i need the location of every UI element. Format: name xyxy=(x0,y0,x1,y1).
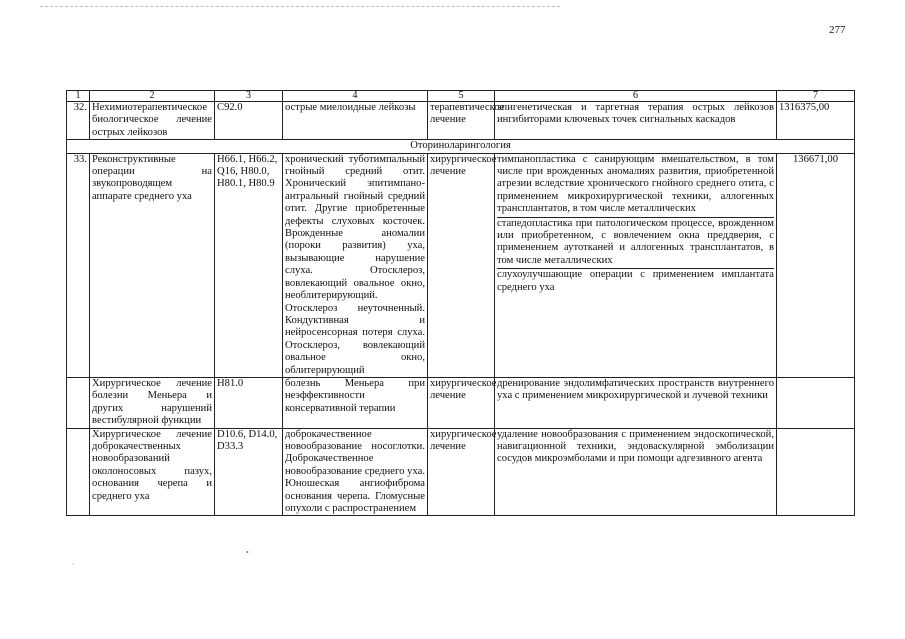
cost-empty xyxy=(777,428,855,516)
treatment-type: хирургическое лечение xyxy=(428,428,495,516)
treatment-method: удаление новообразования с применением эндоскопической, навигационной техники, эндоваскулярной эмболизации сосудов микроэмболами и при помощи адгезивного агента xyxy=(495,428,777,516)
table-row-32 xyxy=(67,102,855,140)
table-row-33c xyxy=(67,428,855,516)
care-type-name: Хирургическое лечение болезни Меньера и других нарушений вестибулярной функции xyxy=(90,377,215,428)
cost-empty xyxy=(777,377,855,428)
table-row-33b xyxy=(67,377,855,428)
scan-speck: · xyxy=(72,560,75,569)
cost-value: 1316375,00 xyxy=(777,102,855,140)
row-number-empty xyxy=(67,428,90,516)
row-number: 32. xyxy=(67,102,90,140)
treatment-type: хирургическое лечение xyxy=(428,377,495,428)
treatment-table xyxy=(66,90,855,516)
table-row-33 xyxy=(67,153,855,377)
patient-model: хронический туботимпальный гнойный средний отит. Хронический эпитимпано-антральный гнойный средний отит. Другие приобретенные дефекты слуховых косточек. Врожденные аномалии (пороки развития) уха, вызывающие нарушение слуха. Отосклероз, вовлекающий овальное окно, необлитерирующий. Отосклероз неуточненный. Кондуктивная и нейросенсорная потеря слуха. Отосклероз, вовлекающий овальное окно, облитерирующий xyxy=(283,153,428,377)
header-col-7: 7 xyxy=(777,91,855,102)
treatment-method: эпигенетическая и таргетная терапия острых лейкозов ингибиторами ключевых точек сигнальных каскадов xyxy=(495,102,777,140)
page-number: 277 xyxy=(829,24,846,36)
header-col-2: 2 xyxy=(90,91,215,102)
cost-value: 136671,00 xyxy=(777,153,855,377)
icd-codes: D10.6, D14.0, D33.3 xyxy=(215,428,283,516)
patient-model: доброкачественное новообразование носоглотки. Доброкачественное новообразование среднего уха. Юношеская ангиофиброма основания черепа. Гломусные опухоли с распространением xyxy=(283,428,428,516)
treatment-type: терапевтическое лечение xyxy=(428,102,495,140)
icd-codes: C92.0 xyxy=(215,102,283,140)
care-type-name: Нехимиотерапевтическое биологическое лечение острых лейкозов xyxy=(90,102,215,140)
section-title: Оториноларингология xyxy=(67,140,855,153)
treatment-method: стапедопластика при патологическом процессе, врожденном или приобретенном, с вовлечением окна преддверия, с применением аутотканей и аллогенных трансплантатов, в том числе металлических xyxy=(497,217,774,269)
row-number: 33. xyxy=(67,153,90,377)
header-row xyxy=(67,91,855,102)
care-type-name: Реконструктивные операции на звукопроводящем аппарате среднего уха xyxy=(90,153,215,377)
patient-model: болезнь Меньера при неэффективности консервативной терапии xyxy=(283,377,428,428)
icd-codes: H81.0 xyxy=(215,377,283,428)
care-type-name: Хирургическое лечение доброкачественных новообразований околоносовых пазух, основания черепа и среднего уха xyxy=(90,428,215,516)
section-row xyxy=(67,140,855,153)
treatment-method: слухоулучшающие операции с применением имплантата среднего уха xyxy=(497,268,774,295)
patient-model: острые миелоидные лейкозы xyxy=(283,102,428,140)
header-col-1: 1 xyxy=(67,91,90,102)
treatment-method: дренирование эндолимфатических пространств внутреннего уха с применением микрохирургической и лучевой техники xyxy=(495,377,777,428)
scan-speck: • xyxy=(246,548,249,557)
header-col-5: 5 xyxy=(428,91,495,102)
header-col-3: 3 xyxy=(215,91,283,102)
treatment-method: тимпанопластика с санирующим вмешательством, в том числе при врожденных аномалиях развития, приобретенной атрезии вследствие хронического гнойного среднего отита, с применением микрохирургической техники, аллогенных трансплантатов, в том числе металлических xyxy=(497,153,774,215)
icd-codes: H66.1, H66.2, Q16, H80.0, H80.1, H80.9 xyxy=(215,153,283,377)
header-col-6: 6 xyxy=(495,91,777,102)
scan-top-rule xyxy=(40,6,560,7)
header-col-4: 4 xyxy=(283,91,428,102)
treatment-methods xyxy=(495,153,777,377)
row-number-empty xyxy=(67,377,90,428)
treatment-type: хирургическое лечение xyxy=(428,153,495,377)
